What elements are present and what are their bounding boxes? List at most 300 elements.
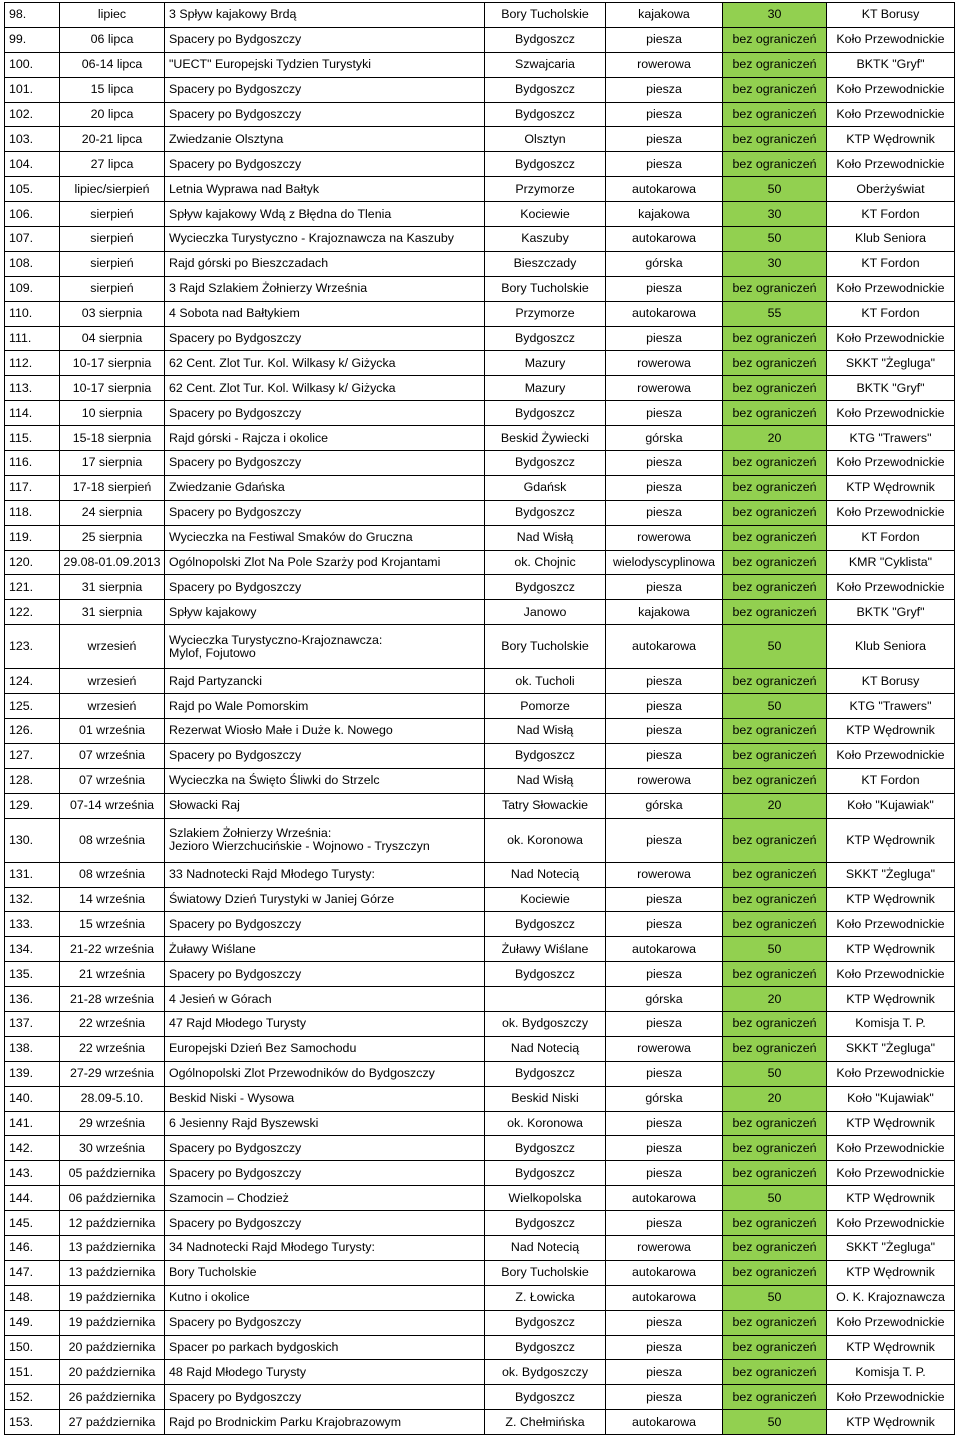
table-row bbox=[5, 426, 955, 451]
event-organizer: Koło Przewodnickie bbox=[827, 152, 955, 177]
event-region: Pomorze bbox=[485, 694, 606, 719]
event-date: sierpień bbox=[60, 227, 165, 252]
event-name-line: Spacery po Bydgoszczy bbox=[169, 455, 302, 470]
table-row bbox=[5, 937, 955, 962]
table-row bbox=[5, 1335, 955, 1360]
row-number: 131. bbox=[5, 862, 60, 887]
event-name-line: "UECT" Europejski Tydzien Turystyki bbox=[169, 57, 372, 72]
event-date: 19 października bbox=[60, 1285, 165, 1310]
event-organizer: Oberżyświat bbox=[827, 177, 955, 202]
event-name bbox=[165, 401, 485, 426]
event-places: bez ograniczeń bbox=[723, 127, 827, 152]
table-row bbox=[5, 102, 955, 127]
event-organizer: KT Fordon bbox=[827, 301, 955, 326]
row-number: 122. bbox=[5, 600, 60, 625]
event-type: autokarowa bbox=[606, 937, 723, 962]
row-number: 123. bbox=[5, 625, 60, 669]
event-organizer: Klub Seniora bbox=[827, 227, 955, 252]
event-name bbox=[165, 1186, 485, 1211]
event-places: bez ograniczeń bbox=[723, 351, 827, 376]
event-type: piesza bbox=[606, 818, 723, 862]
event-region: Z. Chełmińska bbox=[485, 1410, 606, 1435]
event-name-line: Spacery po Bydgoszczy bbox=[169, 32, 302, 47]
event-date: 17-18 sierpień bbox=[60, 475, 165, 500]
event-name-line: Spacery po Bydgoszczy bbox=[169, 1315, 302, 1330]
event-region: Szwajcaria bbox=[485, 52, 606, 77]
event-name bbox=[165, 719, 485, 744]
event-places: 50 bbox=[723, 694, 827, 719]
event-date: 21 września bbox=[60, 962, 165, 987]
event-type: piesza bbox=[606, 27, 723, 52]
event-date: 06-14 lipca bbox=[60, 52, 165, 77]
table-row bbox=[5, 276, 955, 301]
event-places: bez ograniczeń bbox=[723, 52, 827, 77]
event-name-line: Spacery po Bydgoszczy bbox=[169, 505, 302, 520]
event-organizer: Koło Przewodnickie bbox=[827, 401, 955, 426]
event-name-line: 62 Cent. Zlot Tur. Kol. Wilkasy k/ Giżycka bbox=[169, 380, 396, 395]
event-region: ok. Koronowa bbox=[485, 818, 606, 862]
table-row bbox=[5, 202, 955, 227]
event-organizer: KMR "Cyklista" bbox=[827, 550, 955, 575]
event-date: 27-29 września bbox=[60, 1061, 165, 1086]
row-number: 139. bbox=[5, 1061, 60, 1086]
row-number: 149. bbox=[5, 1310, 60, 1335]
row-number: 98. bbox=[5, 3, 60, 28]
event-organizer: Komisja T. P. bbox=[827, 1360, 955, 1385]
event-organizer: BKTK "Gryf" bbox=[827, 376, 955, 401]
event-name-line: 3 Rajd Szlakiem Żołnierzy Września bbox=[169, 281, 368, 296]
event-organizer: KTP Wędrownik bbox=[827, 818, 955, 862]
event-name bbox=[165, 351, 485, 376]
table-row bbox=[5, 77, 955, 102]
event-region: Nad Wisłą bbox=[485, 719, 606, 744]
event-type: piesza bbox=[606, 152, 723, 177]
event-name bbox=[165, 1136, 485, 1161]
event-type: piesza bbox=[606, 1385, 723, 1410]
event-name bbox=[165, 743, 485, 768]
event-name bbox=[165, 912, 485, 937]
event-organizer: Koło Przewodnickie bbox=[827, 1310, 955, 1335]
event-type: autokarowa bbox=[606, 1285, 723, 1310]
event-region: Bydgoszcz bbox=[485, 77, 606, 102]
event-name-line: Kutno i okolice bbox=[169, 1290, 250, 1305]
table-row bbox=[5, 127, 955, 152]
event-date: 10 sierpnia bbox=[60, 401, 165, 426]
event-type: autokarowa bbox=[606, 1260, 723, 1285]
event-date: sierpień bbox=[60, 202, 165, 227]
event-places: bez ograniczeń bbox=[723, 818, 827, 862]
row-number: 147. bbox=[5, 1260, 60, 1285]
event-type: autokarowa bbox=[606, 301, 723, 326]
event-organizer: Koło Przewodnickie bbox=[827, 77, 955, 102]
event-places: bez ograniczeń bbox=[723, 550, 827, 575]
event-date: wrzesień bbox=[60, 694, 165, 719]
row-number: 107. bbox=[5, 227, 60, 252]
table-row bbox=[5, 301, 955, 326]
row-number: 144. bbox=[5, 1186, 60, 1211]
row-number: 151. bbox=[5, 1360, 60, 1385]
event-places: bez ograniczeń bbox=[723, 451, 827, 476]
event-region: Z. Łowicka bbox=[485, 1285, 606, 1310]
event-places: bez ograniczeń bbox=[723, 719, 827, 744]
event-date: 31 sierpnia bbox=[60, 600, 165, 625]
event-region: Nad Notecią bbox=[485, 1235, 606, 1260]
event-type: piesza bbox=[606, 475, 723, 500]
event-places: bez ograniczeń bbox=[723, 669, 827, 694]
event-name-line: Słowacki Raj bbox=[169, 798, 240, 813]
event-name bbox=[165, 793, 485, 818]
event-organizer: Klub Seniora bbox=[827, 625, 955, 669]
event-places: bez ograniczeń bbox=[723, 152, 827, 177]
event-region: Beskid Żywiecki bbox=[485, 426, 606, 451]
event-name-line: 3 Spływ kajakowy Brdą bbox=[169, 7, 297, 22]
event-name-line: Spacery po Bydgoszczy bbox=[169, 966, 302, 981]
event-name bbox=[165, 77, 485, 102]
event-name-line: Spływ kajakowy bbox=[169, 604, 257, 619]
event-region: ok. Bydgoszczy bbox=[485, 1360, 606, 1385]
event-date: 10-17 sierpnia bbox=[60, 351, 165, 376]
event-region: Bydgoszcz bbox=[485, 326, 606, 351]
event-date: 22 września bbox=[60, 1011, 165, 1036]
event-organizer: KTP Wędrownik bbox=[827, 475, 955, 500]
event-name bbox=[165, 52, 485, 77]
event-type: piesza bbox=[606, 575, 723, 600]
event-places: bez ograniczeń bbox=[723, 102, 827, 127]
event-name bbox=[165, 575, 485, 600]
table-row bbox=[5, 177, 955, 202]
event-type: autokarowa bbox=[606, 177, 723, 202]
event-name-line: Rajd po Brodnickim Parku Krajobrazowym bbox=[169, 1414, 402, 1429]
event-places: bez ograniczeń bbox=[723, 401, 827, 426]
event-organizer: KTP Wędrownik bbox=[827, 719, 955, 744]
row-number: 136. bbox=[5, 987, 60, 1012]
event-organizer: KT Fordon bbox=[827, 525, 955, 550]
event-date: 25 sierpnia bbox=[60, 525, 165, 550]
event-organizer: Koło Przewodnickie bbox=[827, 500, 955, 525]
event-name-line: 4 Sobota nad Bałtykiem bbox=[169, 306, 300, 321]
event-places: bez ograniczeń bbox=[723, 1360, 827, 1385]
event-region: Mazury bbox=[485, 376, 606, 401]
event-name-line: Spływ kajakowy Wdą z Błędna do Tlenia bbox=[169, 206, 392, 221]
event-places: bez ograniczeń bbox=[723, 77, 827, 102]
event-places: 30 bbox=[723, 251, 827, 276]
event-name bbox=[165, 276, 485, 301]
event-name-line: Spacery po Bydgoszczy bbox=[169, 331, 302, 346]
event-places: bez ograniczeń bbox=[723, 600, 827, 625]
event-type: piesza bbox=[606, 500, 723, 525]
event-region: Kociewie bbox=[485, 887, 606, 912]
event-region: ok. Bydgoszczy bbox=[485, 1011, 606, 1036]
event-date: lipiec bbox=[60, 3, 165, 28]
event-region: Nad Notecią bbox=[485, 862, 606, 887]
event-organizer: Koło Przewodnickie bbox=[827, 1385, 955, 1410]
row-number: 104. bbox=[5, 152, 60, 177]
event-organizer: SKKT "Żegluga" bbox=[827, 1036, 955, 1061]
event-date: 20 lipca bbox=[60, 102, 165, 127]
event-places: 50 bbox=[723, 1410, 827, 1435]
row-number: 124. bbox=[5, 669, 60, 694]
event-places: bez ograniczeń bbox=[723, 1111, 827, 1136]
table-row bbox=[5, 862, 955, 887]
event-name-line: Spacery po Bydgoszczy bbox=[169, 1165, 302, 1180]
event-name bbox=[165, 1161, 485, 1186]
event-date: 06 lipca bbox=[60, 27, 165, 52]
event-date: 22 września bbox=[60, 1036, 165, 1061]
row-number: 115. bbox=[5, 426, 60, 451]
event-name bbox=[165, 669, 485, 694]
table-row bbox=[5, 1260, 955, 1285]
event-name-line: 33 Nadnotecki Rajd Młodego Turysty: bbox=[169, 867, 375, 882]
event-name-line: Ogólnopolski Zlot Przewodników do Bydgoszczy bbox=[169, 1066, 435, 1081]
table-row bbox=[5, 719, 955, 744]
event-type: piesza bbox=[606, 102, 723, 127]
event-region: Bydgoszcz bbox=[485, 743, 606, 768]
event-places: 50 bbox=[723, 1186, 827, 1211]
event-name bbox=[165, 768, 485, 793]
event-organizer: BKTK "Gryf" bbox=[827, 52, 955, 77]
event-organizer: Koło "Kujawiak" bbox=[827, 1086, 955, 1111]
event-date: 27 października bbox=[60, 1410, 165, 1435]
event-name-line: Mylof, Fojutowo bbox=[169, 645, 256, 660]
event-region: Kociewie bbox=[485, 202, 606, 227]
event-name-line: Spacery po Bydgoszczy bbox=[169, 579, 302, 594]
event-name-line: 4 Jesień w Górach bbox=[169, 991, 272, 1006]
event-date: lipiec/sierpień bbox=[60, 177, 165, 202]
event-places: 50 bbox=[723, 1285, 827, 1310]
row-number: 121. bbox=[5, 575, 60, 600]
event-organizer: Komisja T. P. bbox=[827, 1011, 955, 1036]
event-name bbox=[165, 1011, 485, 1036]
event-type: autokarowa bbox=[606, 1410, 723, 1435]
event-type: autokarowa bbox=[606, 1186, 723, 1211]
row-number: 133. bbox=[5, 912, 60, 937]
table-row bbox=[5, 550, 955, 575]
event-places: bez ograniczeń bbox=[723, 1036, 827, 1061]
event-date: sierpień bbox=[60, 276, 165, 301]
events-table bbox=[4, 2, 955, 1435]
event-date: 21-28 września bbox=[60, 987, 165, 1012]
row-number: 108. bbox=[5, 251, 60, 276]
event-name-line: Rezerwat Wiosło Małe i Duże k. Nowego bbox=[169, 723, 393, 738]
table-row bbox=[5, 1310, 955, 1335]
event-places: bez ograniczeń bbox=[723, 475, 827, 500]
event-organizer: KT Fordon bbox=[827, 768, 955, 793]
event-name-line: Wycieczka na Święto Śliwki do Strzelc bbox=[169, 773, 380, 788]
event-name bbox=[165, 227, 485, 252]
event-date: 20 października bbox=[60, 1335, 165, 1360]
event-type: kajakowa bbox=[606, 600, 723, 625]
event-places: bez ograniczeń bbox=[723, 1260, 827, 1285]
event-name bbox=[165, 1211, 485, 1236]
row-number: 134. bbox=[5, 937, 60, 962]
event-name bbox=[165, 500, 485, 525]
event-name-line: 47 Rajd Młodego Turysty bbox=[169, 1016, 307, 1031]
event-organizer: KTP Wędrownik bbox=[827, 987, 955, 1012]
event-date: 08 września bbox=[60, 862, 165, 887]
table-row bbox=[5, 1011, 955, 1036]
row-number: 138. bbox=[5, 1036, 60, 1061]
event-places: 55 bbox=[723, 301, 827, 326]
row-number: 125. bbox=[5, 694, 60, 719]
event-name bbox=[165, 525, 485, 550]
event-type: piesza bbox=[606, 127, 723, 152]
table-row bbox=[5, 1385, 955, 1410]
event-region: Bydgoszcz bbox=[485, 912, 606, 937]
row-number: 112. bbox=[5, 351, 60, 376]
event-region: Nad Wisłą bbox=[485, 525, 606, 550]
row-number: 110. bbox=[5, 301, 60, 326]
table-row bbox=[5, 52, 955, 77]
event-organizer: Koło Przewodnickie bbox=[827, 575, 955, 600]
event-name-line: Spacery po Bydgoszczy bbox=[169, 107, 302, 121]
event-type: piesza bbox=[606, 719, 723, 744]
event-name-line: Wycieczka na Festiwal Smaków do Gruczna bbox=[169, 530, 413, 545]
row-number: 148. bbox=[5, 1285, 60, 1310]
row-number: 137. bbox=[5, 1011, 60, 1036]
event-places: 20 bbox=[723, 426, 827, 451]
table-row bbox=[5, 1036, 955, 1061]
event-type: górska bbox=[606, 1086, 723, 1111]
row-number: 145. bbox=[5, 1211, 60, 1236]
event-type: piesza bbox=[606, 694, 723, 719]
table-row bbox=[5, 743, 955, 768]
event-name-line: Jezioro Wierzchucińskie - Wojnowo - Tryszczyn bbox=[169, 839, 430, 854]
event-type: piesza bbox=[606, 326, 723, 351]
event-name-line: Szlakiem Żołnierzy Września: bbox=[169, 826, 332, 841]
event-places: 20 bbox=[723, 1086, 827, 1111]
event-organizer: KT Borusy bbox=[827, 669, 955, 694]
event-region: Bydgoszcz bbox=[485, 451, 606, 476]
table-row bbox=[5, 351, 955, 376]
table-row bbox=[5, 451, 955, 476]
event-name bbox=[165, 694, 485, 719]
row-number: 101. bbox=[5, 77, 60, 102]
event-region: Bydgoszcz bbox=[485, 401, 606, 426]
table-row bbox=[5, 401, 955, 426]
event-type: rowerowa bbox=[606, 1235, 723, 1260]
event-organizer: O. K. Krajoznawcza bbox=[827, 1285, 955, 1310]
event-name bbox=[165, 127, 485, 152]
event-places: bez ograniczeń bbox=[723, 768, 827, 793]
event-name-line: Spacery po Bydgoszczy bbox=[169, 1140, 302, 1155]
event-places: bez ograniczeń bbox=[723, 326, 827, 351]
row-number: 119. bbox=[5, 525, 60, 550]
event-name-line: Rajd Partyzancki bbox=[169, 673, 262, 688]
event-name-line: Wycieczka Turystyczno - Krajoznawcza na Kaszuby bbox=[169, 231, 454, 246]
event-places: bez ograniczeń bbox=[723, 1211, 827, 1236]
event-region: Bory Tucholskie bbox=[485, 1260, 606, 1285]
row-number: 126. bbox=[5, 719, 60, 744]
event-organizer: Koło Przewodnickie bbox=[827, 102, 955, 127]
event-name bbox=[165, 1410, 485, 1435]
table-row bbox=[5, 887, 955, 912]
event-type: piesza bbox=[606, 1061, 723, 1086]
table-row bbox=[5, 912, 955, 937]
row-number: 120. bbox=[5, 550, 60, 575]
event-places: 30 bbox=[723, 202, 827, 227]
event-name bbox=[165, 1335, 485, 1360]
event-places: 20 bbox=[723, 987, 827, 1012]
event-organizer: KTG "Trawers" bbox=[827, 426, 955, 451]
event-organizer: SKKT "Żegluga" bbox=[827, 862, 955, 887]
event-organizer: Koło Przewodnickie bbox=[827, 912, 955, 937]
table-row bbox=[5, 326, 955, 351]
event-name-line: Spacery po Bydgoszczy bbox=[169, 1389, 302, 1404]
event-date: 14 września bbox=[60, 887, 165, 912]
event-region: Bydgoszcz bbox=[485, 1211, 606, 1236]
table-row bbox=[5, 1111, 955, 1136]
event-region: Bydgoszcz bbox=[485, 1061, 606, 1086]
row-number: 152. bbox=[5, 1385, 60, 1410]
event-name bbox=[165, 326, 485, 351]
event-type: piesza bbox=[606, 1011, 723, 1036]
event-region: Beskid Niski bbox=[485, 1086, 606, 1111]
row-number: 140. bbox=[5, 1086, 60, 1111]
event-name-line: Spacery po Bydgoszczy bbox=[169, 916, 302, 931]
event-places: bez ograniczeń bbox=[723, 575, 827, 600]
event-places: bez ograniczeń bbox=[723, 276, 827, 301]
event-date: 13 października bbox=[60, 1260, 165, 1285]
event-type: autokarowa bbox=[606, 625, 723, 669]
event-date: 03 sierpnia bbox=[60, 301, 165, 326]
event-name-line: Spacery po Bydgoszczy bbox=[169, 748, 302, 763]
event-places: bez ograniczeń bbox=[723, 500, 827, 525]
event-name-line: Rajd górski - Rajcza i okolice bbox=[169, 430, 329, 445]
event-type: piesza bbox=[606, 669, 723, 694]
event-type: piesza bbox=[606, 887, 723, 912]
event-date: 15 lipca bbox=[60, 77, 165, 102]
event-region: Bieszczady bbox=[485, 251, 606, 276]
event-name bbox=[165, 862, 485, 887]
event-type: piesza bbox=[606, 1161, 723, 1186]
table-row bbox=[5, 818, 955, 862]
event-type: autokarowa bbox=[606, 227, 723, 252]
event-name bbox=[165, 937, 485, 962]
event-date: 07-14 września bbox=[60, 793, 165, 818]
table-row bbox=[5, 1235, 955, 1260]
event-type: piesza bbox=[606, 962, 723, 987]
event-region: Olsztyn bbox=[485, 127, 606, 152]
event-name bbox=[165, 600, 485, 625]
event-name-line: Europejski Dzień Bez Samochodu bbox=[169, 1041, 357, 1056]
event-organizer: KTP Wędrownik bbox=[827, 937, 955, 962]
event-organizer: Koło Przewodnickie bbox=[827, 962, 955, 987]
event-places: bez ograniczeń bbox=[723, 1161, 827, 1186]
event-region: Bydgoszcz bbox=[485, 500, 606, 525]
event-date: 17 sierpnia bbox=[60, 451, 165, 476]
event-name-line: Rajd górski po Bieszczadach bbox=[169, 256, 329, 271]
event-name-line: 34 Nadnotecki Rajd Młodego Turysty: bbox=[169, 1240, 375, 1255]
table-row bbox=[5, 625, 955, 669]
row-number: 135. bbox=[5, 962, 60, 987]
event-name-line: Żuławy Wiślane bbox=[169, 941, 256, 956]
event-date: 28.09-5.10. bbox=[60, 1086, 165, 1111]
event-type: kajakowa bbox=[606, 202, 723, 227]
table-row bbox=[5, 1410, 955, 1435]
event-date: 19 października bbox=[60, 1310, 165, 1335]
event-name-line: Letnia Wyprawa nad Bałtyk bbox=[169, 181, 320, 196]
event-region: Tatry Słowackie bbox=[485, 793, 606, 818]
event-date: 05 października bbox=[60, 1161, 165, 1186]
event-region: Wielkopolska bbox=[485, 1186, 606, 1211]
event-date: 15 września bbox=[60, 912, 165, 937]
event-places: bez ograniczeń bbox=[723, 912, 827, 937]
table-row bbox=[5, 525, 955, 550]
row-number: 143. bbox=[5, 1161, 60, 1186]
event-name-line: Zwiedzanie Olsztyna bbox=[169, 131, 284, 146]
event-date: wrzesień bbox=[60, 625, 165, 669]
event-places: bez ograniczeń bbox=[723, 27, 827, 52]
